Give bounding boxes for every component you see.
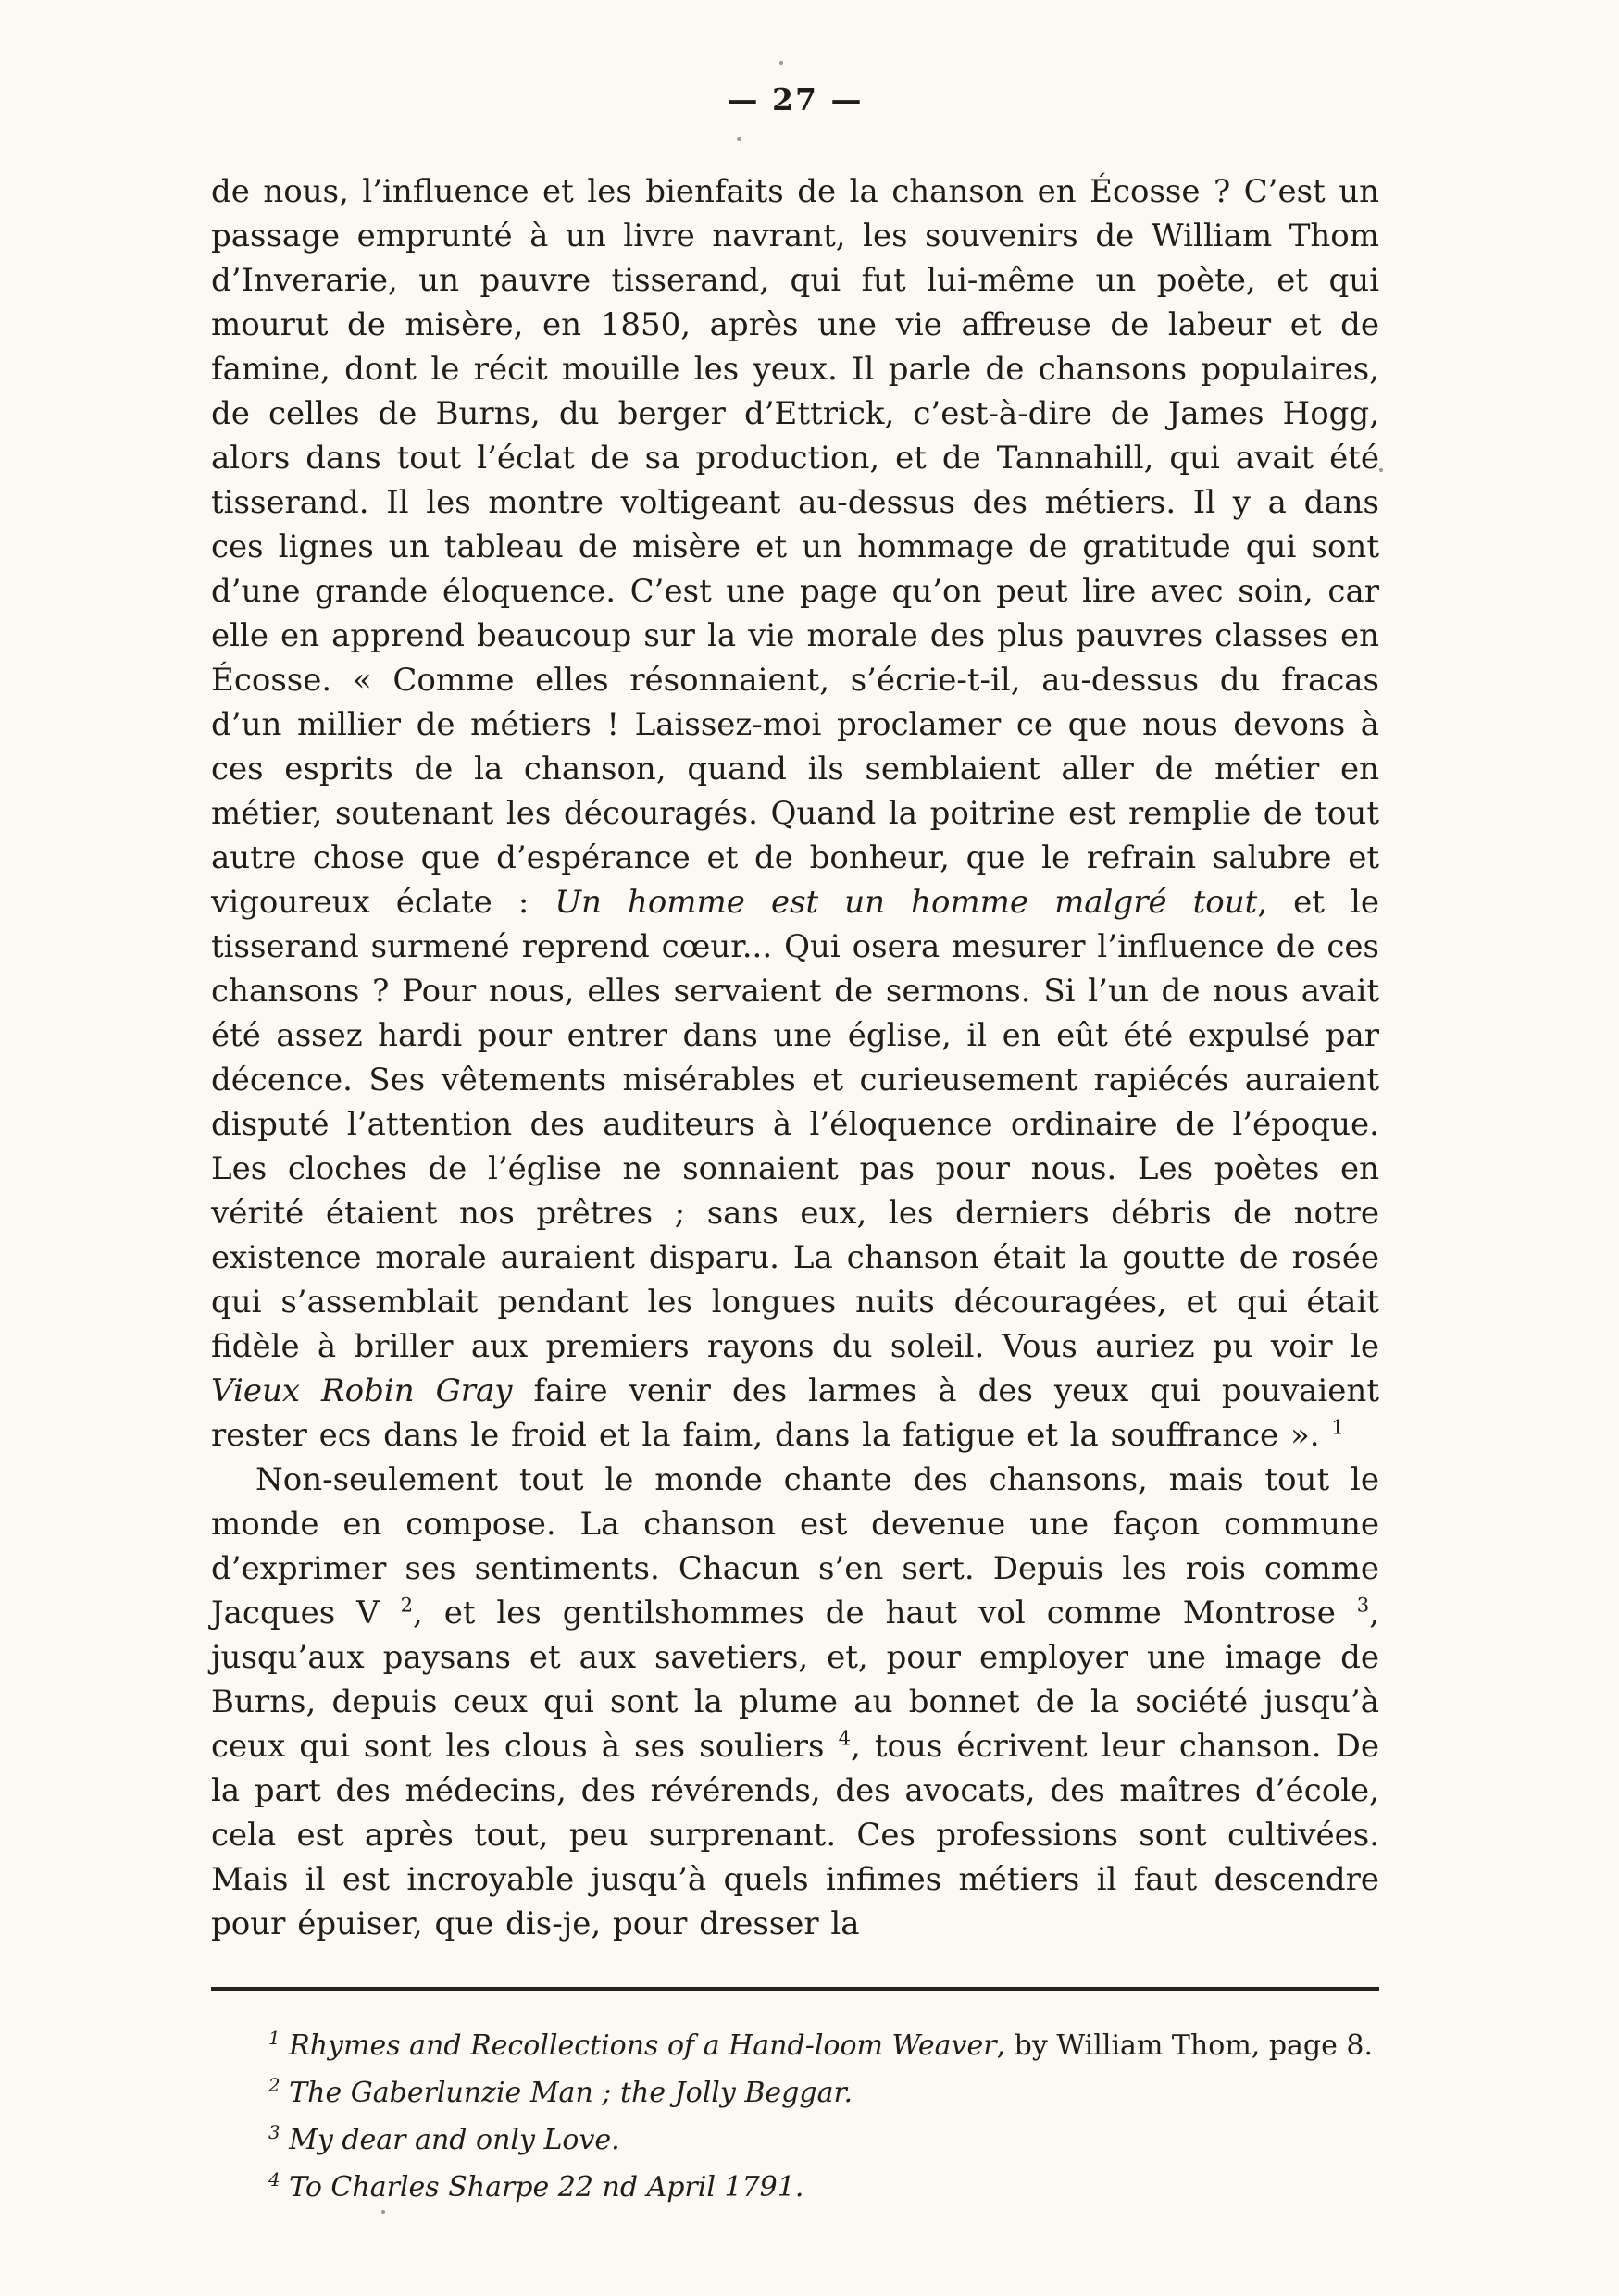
- body-text: [211, 169, 1379, 1946]
- footnote-ref-1: 1: [1331, 1415, 1344, 1439]
- footnote-ref-2: 2: [400, 1593, 413, 1617]
- footnote-item: [211, 2022, 1379, 2069]
- footnote-title: The Gaberlunzie Man ; the Jolly Beggar.: [289, 2077, 853, 2109]
- scan-speck: [737, 137, 741, 141]
- footnote-item: [211, 2069, 1379, 2116]
- text-segment: , et les gentilshommes de haut vol comme Montrose: [413, 1595, 1357, 1632]
- text-segment: de nous, l’influence et les bienfaits de la chanson en Écosse ? C’est un passage emprunté à un livre navrant, les souvenirs de William Thom d’Inverarie, un pauvre tisserand, qui fut lui-même un poète, et qui mourut de misère, en 1850, après une vie affreuse de labeur et de famine, dont le récit mouille les yeux. Il parle de chansons populaires, de celles de Burns, du berger d’Ettrick, c’est-à-dire de James Hogg, alors dans tout l’éclat de sa production, et de Tannahill, qui avait été tisserand. Il les montre voltigeant au-dessus des métiers. Il y a dans ces lignes un tableau de misère et un hommage de gratitude qui sont d’une grande éloquence. C’est une page qu’on peut lire avec soin, car elle en apprend beaucoup sur la vie morale des plus pauvres classes en Écosse. « Comme elles résonnaient, s’écrie-t-il, au-dessus du fracas d’un millier de métiers ! Laissez-moi proclamer ce que nous devons à ces esprits de la chanson, quand ils semblaient aller de métier en métier, soutenant les découragés. Quand la poitrine est remplie de tout autre chose que d’espérance et de bonheur, que le refrain salubre et vigoureux éclate :: [211, 173, 1379, 921]
- footnote-separator-rule: [211, 1987, 1379, 1991]
- text-segment: , tous écrivent leur chanson. De la part des médecins, des révérends, des avocats, des maîtres d’école, cela est après tout, peu surprenant. Ces professions sont cultivées. Mais il est incroyable jusqu’à quels infimes métiers il faut descendre pour épuiser, que dis-je, pour dresser la: [211, 1728, 1379, 1942]
- scan-speck: [779, 61, 783, 65]
- page-number: — 27 —: [727, 81, 864, 118]
- footnote-text: , by William Thom, page 8.: [996, 2029, 1374, 2062]
- footnote-marker: 3: [268, 2122, 280, 2143]
- footnote-marker: 2: [268, 2075, 280, 2096]
- footnote-ref-3: 3: [1356, 1593, 1370, 1617]
- footnote-marker: 1: [268, 2028, 280, 2049]
- paragraph-2: [211, 1458, 1379, 1946]
- footnote-title: To Charles Sharpe 22 nd April 1791.: [289, 2171, 804, 2203]
- text-segment: , et le tisserand surmené reprend cœur... Qui osera mesurer l’influence de ces chansons ? Pour nous, elles servaient de sermons. Si l’un de nous avait été assez hardi pour entrer dans une église, il en eût été expulsé par décence. Ses vêtements misérables et curieusement rapiécés auraient disputé l’attention des auditeurs à l’éloquence ordinaire de l’époque. Les cloches de l’église ne sonnaient pas pour nous. Les poètes en vérité étaient nos prêtres ; sans eux, les derniers débris de notre existence morale auraient disparu. La chanson était la goutte de rosée qui s’assemblait pendant les longues nuits découragées, et qui était fidèle à briller aux premiers rayons du soleil. Vous auriez pu voir le: [211, 884, 1379, 1365]
- footnote-title: Rhymes and Recollections of a Hand-loom Weaver: [289, 2029, 997, 2062]
- italic-phrase: Vieux Robin Gray: [211, 1372, 513, 1409]
- italic-phrase: Un homme est un homme malgré tout: [554, 884, 1258, 921]
- text-segment: Non-seulement tout le monde chante des chansons, mais tout le monde en compose. La chanson est devenue une façon commune d’exprimer ses sentiments. Chacun s’en sert. Depuis les rois comme Jacques V: [211, 1461, 1379, 1632]
- page-content: [211, 0, 1379, 2211]
- footnote-title: My dear and only Love.: [289, 2124, 620, 2156]
- footnote-item: [211, 2164, 1379, 2211]
- footnote-ref-4: 4: [838, 1726, 851, 1750]
- footnote-marker: 4: [268, 2169, 280, 2191]
- footnote-item: [211, 2116, 1379, 2164]
- footnotes: [211, 2022, 1379, 2211]
- scan-speck: [1379, 468, 1383, 472]
- text-segment: , jusqu’aux paysans et aux savetiers, et, pour employer une image de Burns, depuis ceux qui sont la plume au bonnet de la société jusqu’à ceux qui sont les clous à ses souliers: [211, 1595, 1380, 1765]
- scan-speck: [381, 2210, 385, 2214]
- text-segment: faire venir des larmes à des yeux qui pouvaient rester ecs dans le froid et la faim, dans la fatigue et la souffrance ».: [211, 1372, 1379, 1454]
- paragraph-1: [211, 169, 1379, 1458]
